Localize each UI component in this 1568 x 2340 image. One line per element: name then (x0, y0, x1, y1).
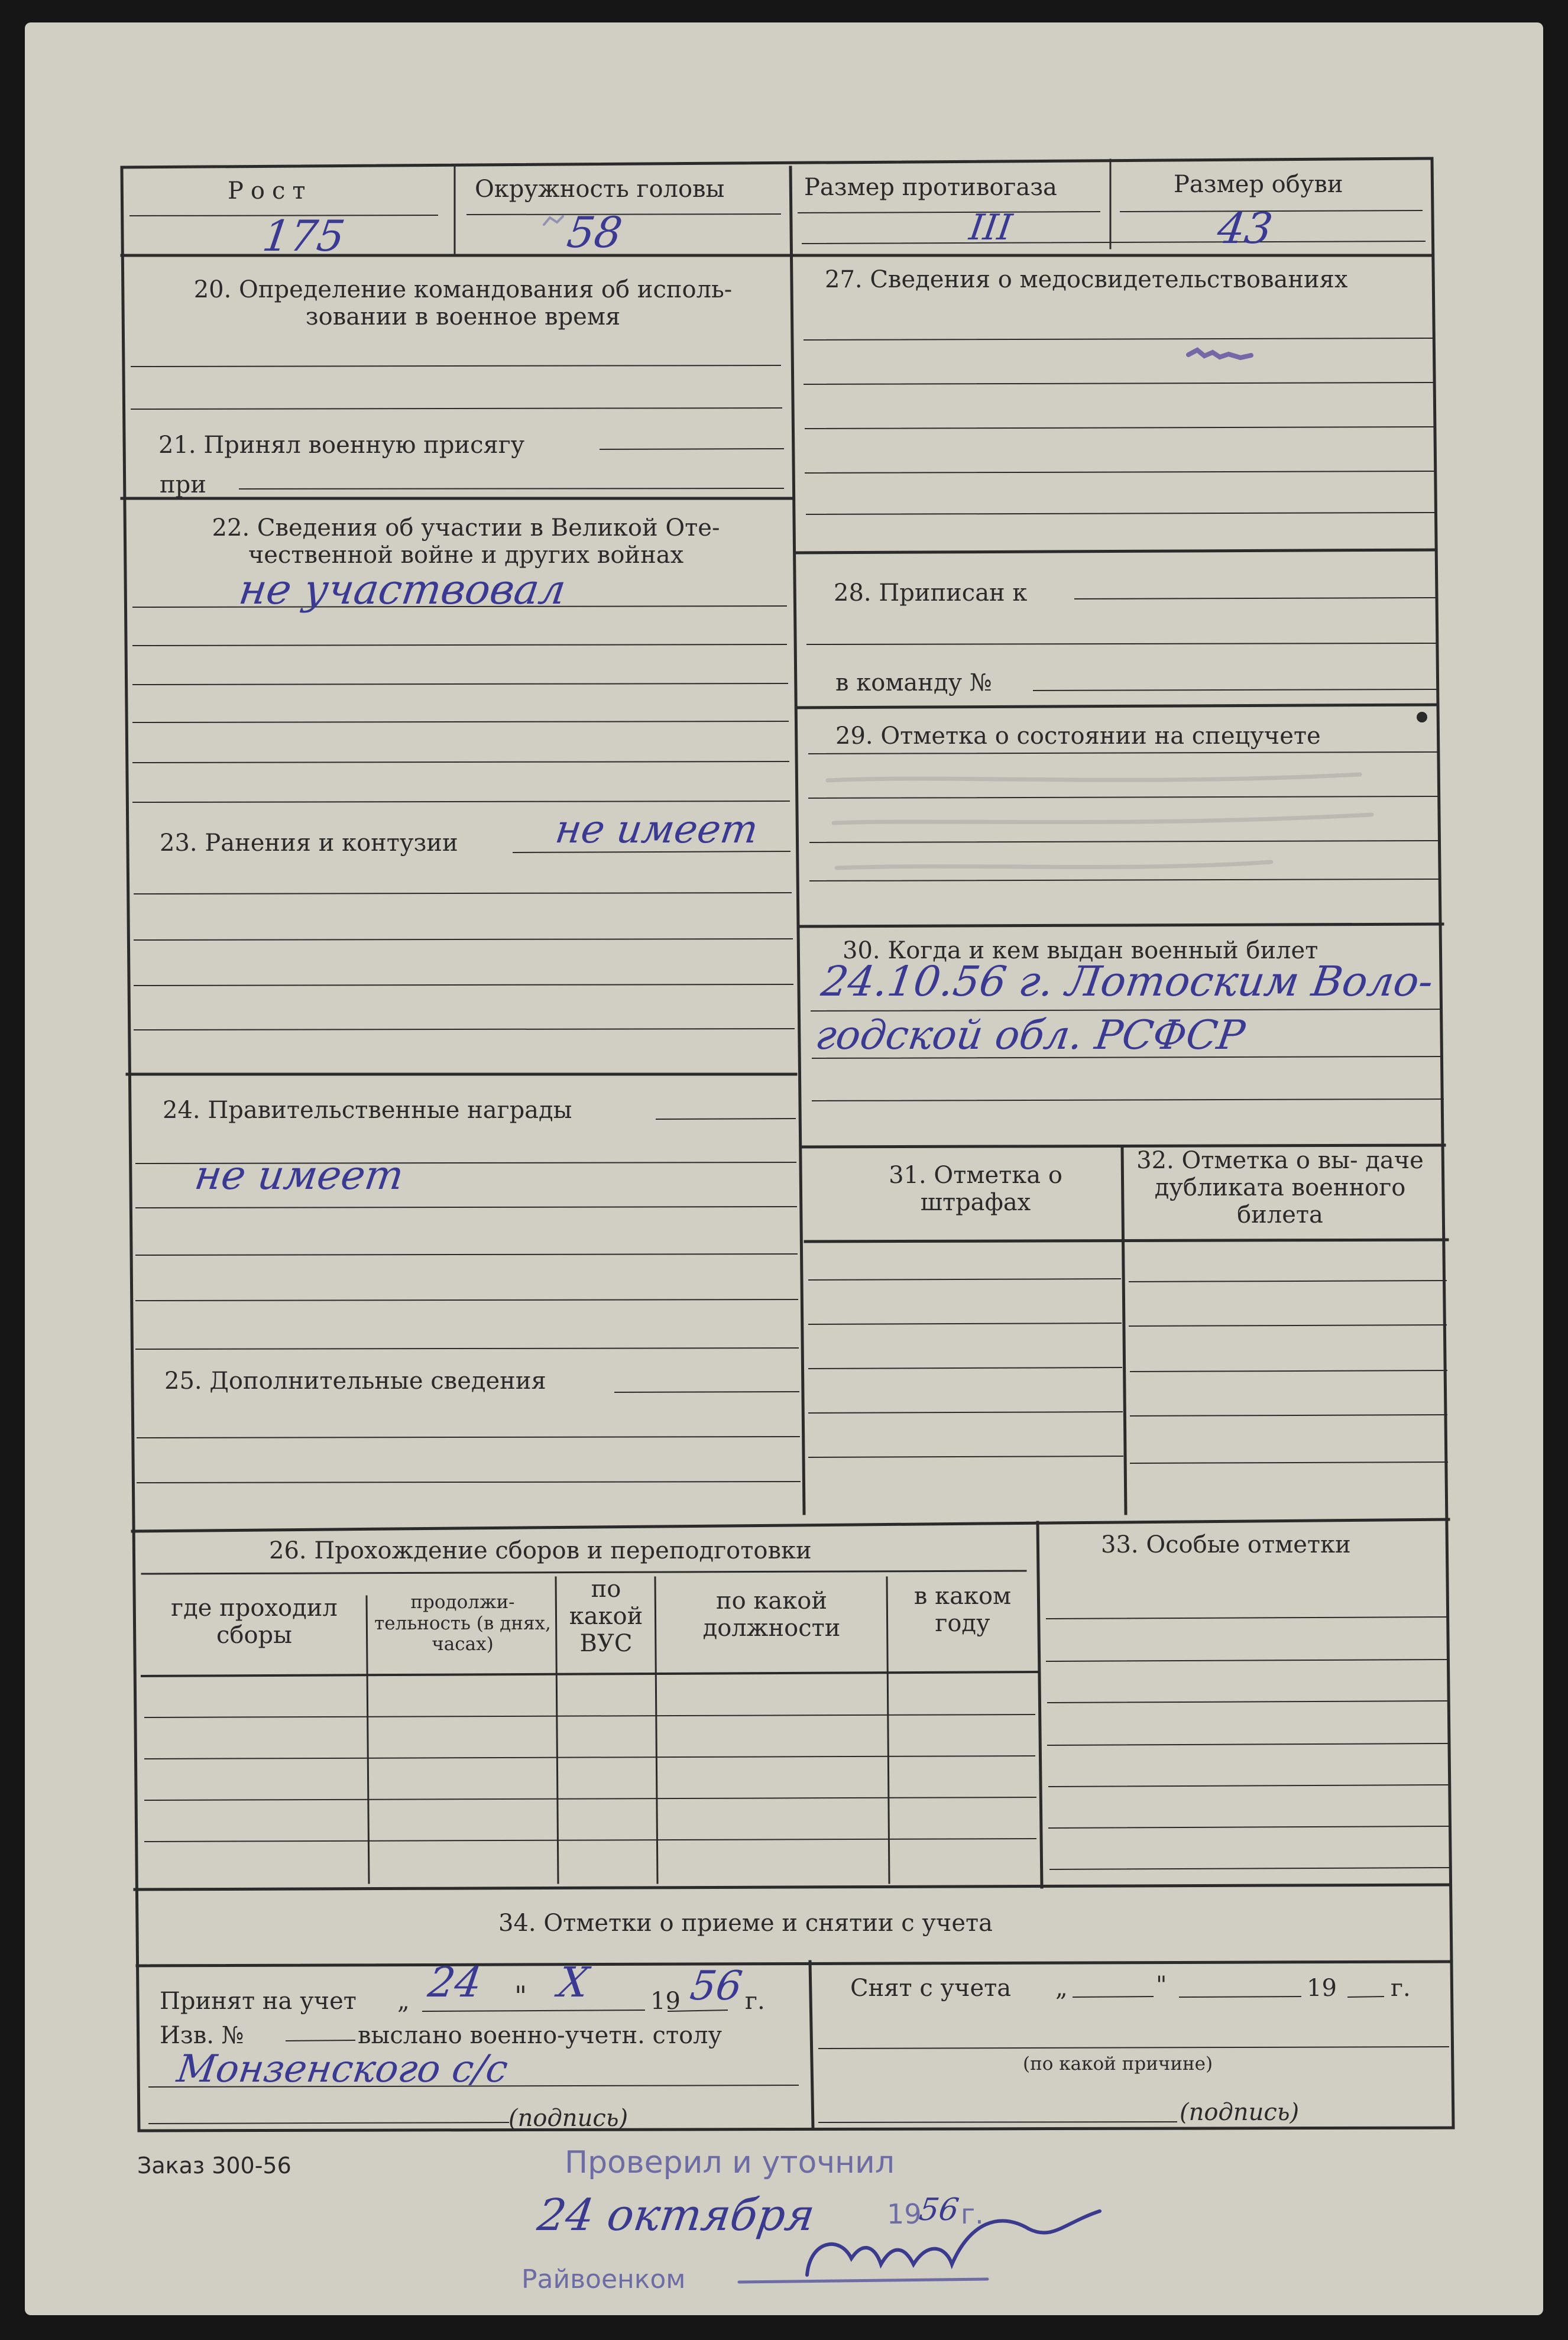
sent-to-value[interactable]: Монзенского с/с (174, 2047, 511, 2091)
reason-label: (по какой причине) (1023, 2053, 1213, 2075)
section-28-team-label: в команду № (835, 669, 992, 696)
notice-number-label: Изв. № (160, 2022, 244, 2049)
removed-date-separator: " (1156, 1972, 1167, 1999)
accepted-year-prefix: 19 (650, 1988, 681, 2015)
section-30-label: 30. Когда и кем выдан военный билет (843, 937, 1318, 964)
accepted-month[interactable]: X (555, 1958, 592, 2007)
head-circumference-value[interactable]: 58 (564, 208, 626, 257)
verified-stamp-line: Проверил и уточнил (565, 2145, 895, 2180)
section-26-title: 26. Прохождение сборов и переподготовки (269, 1537, 812, 1564)
stamp-year-prefix: 19 (887, 2198, 922, 2230)
section-26-col-vus: по какой ВУС (569, 1576, 643, 1657)
height-label: Рост (228, 177, 313, 205)
section-32-label: 32. Отметка о вы- даче дубликата военного билета (1136, 1147, 1424, 1229)
shoe-size-label: Размер обуви (1174, 171, 1343, 198)
accepted-year-abbrev: г. (745, 1988, 765, 2015)
head-circumference-label: Окружность головы (475, 176, 725, 203)
section-20-label: 20. Определение командования об исполь- зовании в военное время (193, 276, 733, 330)
removed-year-prefix: 19 (1307, 1975, 1337, 2002)
section-33-label: 33. Особые отметки (1101, 1531, 1351, 1558)
shoe-size-value[interactable]: 43 (1214, 203, 1276, 253)
removed-year-abbrev: г. (1391, 1975, 1411, 2002)
section-21-label: 21. Принял военную присягу (158, 432, 525, 459)
accepted-year-suffix[interactable]: 56 (687, 1963, 746, 2010)
section-24-label: 24. Правительственные награды (163, 1097, 572, 1124)
section-23-value[interactable]: не имеет (552, 806, 761, 852)
section-30-value-line-2[interactable]: годской обл. РСФСР (812, 1012, 1248, 1059)
section-26-col-position: по какой должности (702, 1587, 841, 1642)
accepted-day[interactable]: 24 (425, 1958, 485, 2007)
height-value[interactable]: 175 (260, 211, 348, 261)
section-26-col-year: в каком году (913, 1583, 1012, 1637)
section-25-label: 25. Дополнительные сведения (164, 1367, 546, 1395)
stamp-year[interactable]: 56 (916, 2192, 961, 2228)
signature-right-label: (подпись) (1180, 2099, 1300, 2126)
section-26-col-duration: продолжи- тельность (в днях, часах) (374, 1592, 551, 1655)
section-27-label: 27. Сведения о медосвидетельствованиях (825, 266, 1348, 293)
accepted-label: Принят на учет (160, 1988, 357, 2015)
removed-label: Снят с учета (850, 1975, 1012, 2002)
stamp-date[interactable]: 24 октября (534, 2190, 818, 2241)
section-34-title: 34. Отметки о приеме и снятии с учета (498, 1910, 993, 1937)
section-21-at-label: при (160, 471, 206, 498)
gasmask-size-value[interactable]: III (967, 207, 1015, 248)
accepted-date-separator: " (514, 1980, 527, 2012)
section-31-label: 31. Отметка о штрафах (889, 1162, 1062, 1216)
gasmask-size-label: Размер противогаза (804, 174, 1057, 201)
removed-quote: „ (1055, 1975, 1068, 2002)
section-23-label: 23. Ранения и контузии (160, 829, 458, 857)
section-30-value-line-1[interactable]: 24.10.56 г. Лотоским Воло- (818, 957, 1437, 1006)
section-22-label: 22. Сведения об участии в Великой Оте- чественной войне и других войнах (212, 514, 720, 569)
signature-left-label: (подпись) (508, 2105, 629, 2132)
sent-label: выслано военно-учетн. столу (358, 2022, 723, 2049)
section-29-label: 29. Отметка о состоянии на спецучете (835, 722, 1321, 750)
section-22-value[interactable]: не участвовал (236, 565, 569, 614)
section-24-value[interactable]: не имеет (192, 1152, 407, 1199)
stamp-year-abbrev: г. (961, 2198, 984, 2230)
order-number: Заказ 300-56 (137, 2153, 291, 2179)
military-commissar-label: Райвоенком (521, 2264, 686, 2294)
accepted-quote: „ (397, 1988, 410, 2015)
section-28-label: 28. Приписан к (834, 579, 1028, 607)
section-26-col-location: где проходил сборы (171, 1594, 338, 1649)
